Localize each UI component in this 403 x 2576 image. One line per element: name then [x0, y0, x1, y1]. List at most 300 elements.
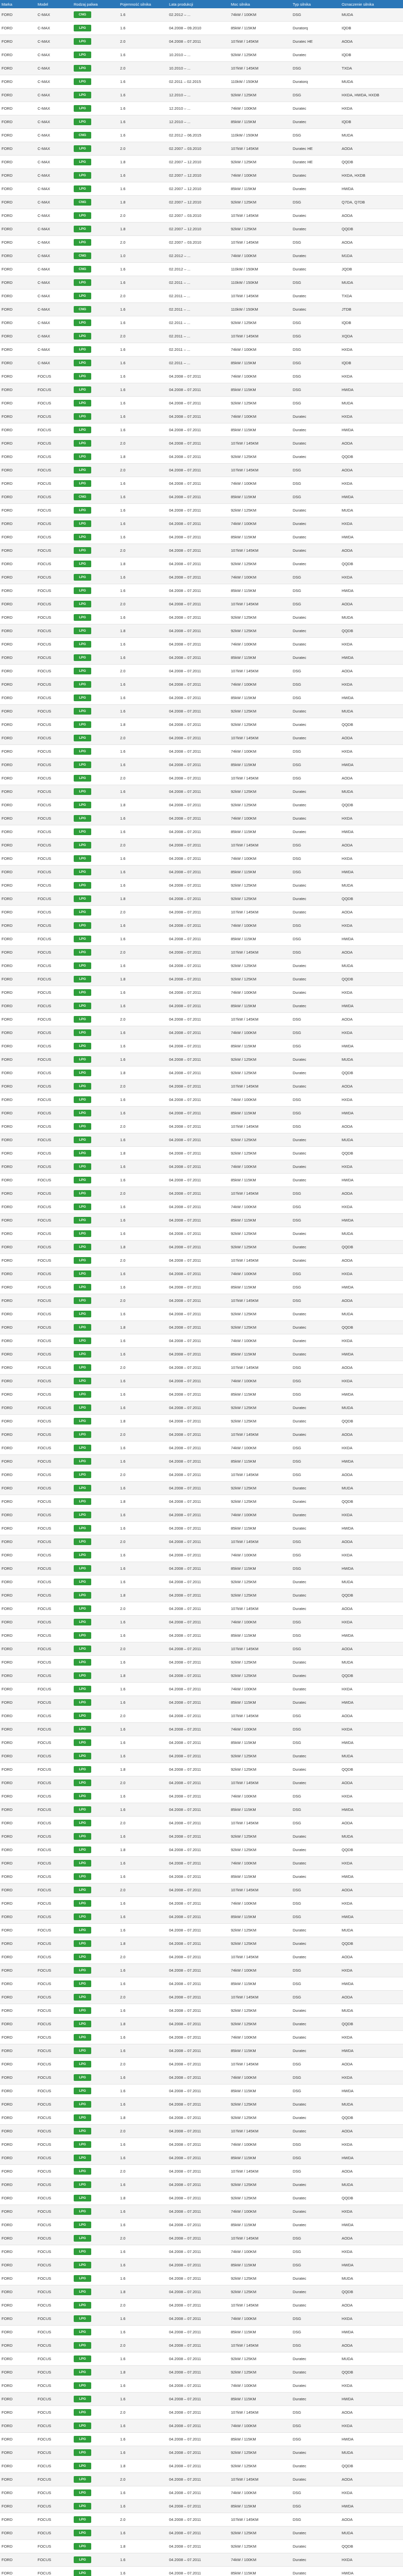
cell-brand: FORD — [0, 2165, 36, 2178]
cell-engine-type: DSG — [291, 1455, 340, 1468]
cell-engine-type: DSG — [291, 866, 340, 879]
cell-engine-code: HWDA — [340, 182, 403, 196]
cell-years: 04.2008 – 07.2011 — [167, 35, 229, 48]
cell-capacity: 1.6 — [119, 1227, 167, 1241]
cell-engine-code: QQDB — [340, 892, 403, 906]
cell-years: 04.2008 – 07.2011 — [167, 1120, 229, 1133]
fuel-badge: LPG — [74, 855, 91, 862]
table-row — [0, 2553, 403, 2567]
cell-years: 04.2008 – 07.2011 — [167, 892, 229, 906]
cell-power: 92kW / 125KM — [229, 1669, 291, 1683]
table-row — [0, 102, 403, 115]
cell-brand: FORD — [0, 2540, 36, 2553]
cell-power: 107kW / 145KM — [229, 1254, 291, 1267]
cell-engine-code: HWDA — [340, 1281, 403, 1294]
cell-years: 04.2008 – 07.2011 — [167, 973, 229, 986]
cell-years: 04.2008 – 07.2011 — [167, 1509, 229, 1522]
cell-years: 04.2008 – 07.2011 — [167, 999, 229, 1013]
cell-years: 04.2008 – 07.2011 — [167, 1522, 229, 1535]
cell-engine-type: Duratec — [291, 2540, 340, 2553]
cell-brand: FORD — [0, 2473, 36, 2486]
cell-engine-type: Duratec — [291, 1495, 340, 1509]
cell-fuel — [72, 1522, 119, 1535]
cell-years: 04.2008 – 07.2011 — [167, 1790, 229, 1803]
cell-fuel — [72, 745, 119, 758]
cell-fuel — [72, 477, 119, 490]
fuel-badge: LPG — [74, 614, 91, 621]
cell-power: 107kW / 145KM — [229, 464, 291, 477]
cell-power: 92kW / 125KM — [229, 718, 291, 732]
cell-brand: FORD — [0, 517, 36, 531]
cell-years: 04.2008 – 07.2011 — [167, 2285, 229, 2299]
cell-engine-type: Duratec — [291, 1937, 340, 1951]
fuel-badge: LPG — [74, 1766, 91, 1773]
cell-engine-type: Duratec — [291, 557, 340, 571]
cell-capacity: 1.6 — [119, 933, 167, 946]
cell-brand: FORD — [0, 276, 36, 290]
table-row — [0, 812, 403, 825]
table-row — [0, 1214, 403, 1227]
cell-fuel — [72, 1589, 119, 1602]
fuel-badge: LPG — [74, 346, 91, 353]
fuel-badge: LPG — [74, 480, 91, 487]
cell-power: 92kW / 125KM — [229, 1147, 291, 1160]
cell-brand: FORD — [0, 571, 36, 584]
cell-capacity: 1.6 — [119, 2259, 167, 2272]
cell-years: 04.2008 – 07.2011 — [167, 1254, 229, 1267]
cell-engine-code: QQDB — [340, 1321, 403, 1334]
cell-years: 02.2011 – ... — [167, 290, 229, 303]
cell-engine-code: HWDA — [340, 423, 403, 437]
fuel-badge: LPG — [74, 1605, 91, 1612]
cell-capacity: 1.6 — [119, 2567, 167, 2576]
cell-fuel — [72, 933, 119, 946]
cell-fuel — [72, 544, 119, 557]
cell-engine-code: AODA — [340, 839, 403, 852]
cell-years: 04.2008 – 07.2011 — [167, 2098, 229, 2111]
cell-fuel — [72, 959, 119, 973]
cell-power: 74kW / 100KM — [229, 1897, 291, 1910]
cell-model: FOCUS — [36, 423, 72, 437]
cell-model: C-MAX — [36, 343, 72, 357]
table-row — [0, 2326, 403, 2339]
cell-engine-type: Duratec — [291, 1482, 340, 1495]
cell-capacity: 1.8 — [119, 1843, 167, 1857]
cell-model: FOCUS — [36, 732, 72, 745]
cell-power: 92kW / 125KM — [229, 156, 291, 169]
cell-years: 04.2008 – 07.2011 — [167, 370, 229, 383]
fuel-badge: LPG — [74, 413, 91, 420]
cell-fuel — [72, 1308, 119, 1321]
cell-fuel — [72, 691, 119, 705]
cell-engine-code: MUDA — [340, 1924, 403, 1937]
fuel-badge: LPG — [74, 1994, 91, 2001]
cell-power: 85kW / 115KM — [229, 1522, 291, 1535]
cell-brand: FORD — [0, 1066, 36, 1080]
table-row — [0, 2473, 403, 2486]
cell-engine-code: HWDA — [340, 490, 403, 504]
cell-power: 92kW / 125KM — [229, 879, 291, 892]
header-capacity: Pojemność silnika — [119, 0, 167, 8]
table-row — [0, 410, 403, 423]
cell-engine-code: HWDA — [340, 2393, 403, 2406]
cell-fuel — [72, 2058, 119, 2071]
cell-engine-type: Duratec — [291, 1321, 340, 1334]
cell-engine-code: AODA — [340, 1294, 403, 1308]
cell-power: 92kW / 125KM — [229, 1308, 291, 1321]
cell-model: FOCUS — [36, 1026, 72, 1040]
cell-capacity: 1.6 — [119, 812, 167, 825]
cell-capacity: 1.6 — [119, 129, 167, 142]
fuel-badge: LPG — [74, 1833, 91, 1840]
fuel-badge: LPG — [74, 2463, 91, 2469]
table-row — [0, 691, 403, 705]
cell-engine-type: Duratec — [291, 2393, 340, 2406]
cell-fuel — [72, 1040, 119, 1053]
cell-engine-type: Duratec — [291, 48, 340, 62]
cell-engine-code: AODA — [340, 2513, 403, 2527]
cell-engine-type: Duratec — [291, 1924, 340, 1937]
cell-fuel — [72, 772, 119, 785]
cell-brand: FORD — [0, 1803, 36, 1817]
cell-engine-code: HXDA — [340, 1790, 403, 1803]
cell-brand: FORD — [0, 1776, 36, 1790]
table-row — [0, 1616, 403, 1629]
cell-fuel — [72, 2527, 119, 2540]
fuel-badge: LPG — [74, 922, 91, 929]
cell-model: FOCUS — [36, 2071, 72, 2084]
cell-brand: FORD — [0, 48, 36, 62]
fuel-badge: LPG — [74, 2275, 91, 2282]
cell-capacity: 2.0 — [119, 35, 167, 48]
table-row — [0, 490, 403, 504]
cell-years: 04.2008 – 07.2011 — [167, 2044, 229, 2058]
fuel-badge: LPG — [74, 159, 91, 165]
cell-power: 85kW / 115KM — [229, 758, 291, 772]
cell-fuel — [72, 2299, 119, 2312]
cell-capacity: 1.6 — [119, 1977, 167, 1991]
cell-engine-code: AODA — [340, 2232, 403, 2245]
cell-engine-code: JQDB — [340, 263, 403, 276]
cell-engine-type: DSG — [291, 1910, 340, 1924]
cell-model: C-MAX — [36, 142, 72, 156]
cell-engine-type: DSG — [291, 89, 340, 102]
cell-capacity: 2.0 — [119, 464, 167, 477]
cell-capacity: 1.6 — [119, 2486, 167, 2500]
cell-capacity: 1.6 — [119, 2098, 167, 2111]
cell-fuel — [72, 2419, 119, 2433]
cell-model: FOCUS — [36, 2567, 72, 2576]
cell-capacity: 1.6 — [119, 263, 167, 276]
table-row — [0, 531, 403, 544]
cell-fuel — [72, 464, 119, 477]
cell-years: 04.2008 – 07.2011 — [167, 2165, 229, 2178]
cell-brand: FORD — [0, 1884, 36, 1897]
cell-power: 92kW / 125KM — [229, 624, 291, 638]
fuel-badge: LPG — [74, 1538, 91, 1545]
cell-fuel — [72, 879, 119, 892]
cell-brand: FORD — [0, 464, 36, 477]
cell-fuel — [72, 1910, 119, 1924]
cell-capacity: 1.8 — [119, 1669, 167, 1683]
cell-fuel — [72, 825, 119, 839]
fuel-badge: LPG — [74, 1739, 91, 1746]
cell-capacity: 1.6 — [119, 584, 167, 598]
cell-fuel — [72, 2178, 119, 2192]
cell-engine-code: MUDA — [340, 2446, 403, 2460]
cell-years: 12.2010 – ... — [167, 115, 229, 129]
cell-brand: FORD — [0, 1589, 36, 1602]
cell-model: FOCUS — [36, 933, 72, 946]
cell-fuel — [72, 1053, 119, 1066]
cell-capacity: 1.8 — [119, 799, 167, 812]
fuel-badge: LPG — [74, 1163, 91, 1170]
cell-power: 85kW / 115KM — [229, 1629, 291, 1642]
cell-engine-code: HWDA — [340, 866, 403, 879]
cell-years: 04.2008 – 07.2011 — [167, 2473, 229, 2486]
cell-years: 04.2008 – 07.2011 — [167, 1375, 229, 1388]
cell-fuel — [72, 785, 119, 799]
cell-engine-type: Duratec — [291, 1843, 340, 1857]
table-row — [0, 1147, 403, 1160]
cell-brand: FORD — [0, 2192, 36, 2205]
cell-capacity: 1.6 — [119, 1040, 167, 1053]
fuel-badge: LPG — [74, 936, 91, 942]
cell-power: 85kW / 115KM — [229, 866, 291, 879]
cell-engine-code: HXDA — [340, 102, 403, 115]
cell-engine-code: AODA — [340, 1428, 403, 1442]
fuel-badge: CNG — [74, 494, 91, 500]
cell-capacity: 1.6 — [119, 1803, 167, 1817]
cell-engine-type: Duratec — [291, 1241, 340, 1254]
cell-power: 107kW / 145KM — [229, 772, 291, 785]
cell-engine-type: DSG — [291, 1294, 340, 1308]
cell-model: FOCUS — [36, 1549, 72, 1562]
table-row — [0, 2018, 403, 2031]
cell-model: FOCUS — [36, 1160, 72, 1174]
cell-years: 04.2008 – 07.2011 — [167, 946, 229, 959]
cell-model: FOCUS — [36, 2460, 72, 2473]
cell-power: 107kW / 145KM — [229, 2339, 291, 2352]
cell-model: FOCUS — [36, 973, 72, 986]
cell-years: 04.2008 – 07.2011 — [167, 866, 229, 879]
fuel-badge: LPG — [74, 828, 91, 835]
table-row — [0, 1723, 403, 1736]
cell-brand: FORD — [0, 410, 36, 423]
table-row — [0, 1522, 403, 1535]
table-row — [0, 1683, 403, 1696]
cell-brand: FORD — [0, 75, 36, 89]
cell-capacity: 2.0 — [119, 544, 167, 557]
cell-engine-code: AODA — [340, 464, 403, 477]
cell-model: FOCUS — [36, 1951, 72, 1964]
cell-brand: FORD — [0, 1683, 36, 1696]
cell-brand: FORD — [0, 35, 36, 48]
cell-years: 04.2008 – 07.2011 — [167, 2245, 229, 2259]
cell-brand: FORD — [0, 1562, 36, 1575]
cell-engine-type: DSG — [291, 1803, 340, 1817]
cell-power: 85kW / 115KM — [229, 2433, 291, 2446]
cell-brand: FORD — [0, 1227, 36, 1241]
cell-model: FOCUS — [36, 1910, 72, 1924]
cell-brand: FORD — [0, 1468, 36, 1482]
cell-power: 107kW / 145KM — [229, 1602, 291, 1616]
cell-years: 04.2008 – 07.2011 — [167, 986, 229, 999]
cell-model: FOCUS — [36, 1308, 72, 1321]
cell-engine-type: Duratec — [291, 986, 340, 999]
cell-power: 85kW / 115KM — [229, 182, 291, 196]
cell-fuel — [72, 2379, 119, 2393]
cell-years: 04.2008 – 07.2011 — [167, 812, 229, 825]
cell-capacity: 1.6 — [119, 2151, 167, 2165]
table-row — [0, 1267, 403, 1281]
cell-model: FOCUS — [36, 2205, 72, 2218]
cell-capacity: 2.0 — [119, 1602, 167, 1616]
fuel-badge: LPG — [74, 2396, 91, 2402]
fuel-badge: LPG — [74, 1123, 91, 1130]
cell-engine-type: DSG — [291, 665, 340, 678]
fuel-badge: LPG — [74, 1846, 91, 1853]
table-row — [0, 1750, 403, 1763]
cell-brand: FORD — [0, 22, 36, 35]
cell-years: 04.2008 – 07.2011 — [167, 584, 229, 598]
cell-capacity: 1.6 — [119, 383, 167, 397]
cell-capacity: 2.0 — [119, 906, 167, 919]
cell-capacity: 2.0 — [119, 2165, 167, 2178]
cell-brand: FORD — [0, 383, 36, 397]
cell-engine-code: MUDA — [340, 1053, 403, 1066]
cell-engine-type: DSG — [291, 343, 340, 357]
cell-engine-type: DSG — [291, 477, 340, 490]
cell-engine-code: HWDA — [340, 1803, 403, 1817]
table-row — [0, 330, 403, 343]
cell-model: FOCUS — [36, 718, 72, 732]
cell-power: 92kW / 125KM — [229, 2018, 291, 2031]
cell-brand: FORD — [0, 2044, 36, 2058]
cell-capacity: 1.6 — [119, 1442, 167, 1455]
fuel-badge: LPG — [74, 1404, 91, 1411]
cell-engine-code: MUDA — [340, 129, 403, 142]
cell-capacity: 1.6 — [119, 2205, 167, 2218]
cell-power: 85kW / 115KM — [229, 1696, 291, 1709]
cell-model: FOCUS — [36, 1575, 72, 1589]
fuel-badge: LPG — [74, 2088, 91, 2094]
cell-engine-code: QQDB — [340, 557, 403, 571]
cell-power: 74kW / 100KM — [229, 1790, 291, 1803]
cell-engine-code: M1DA — [340, 249, 403, 263]
cell-fuel — [72, 1254, 119, 1267]
table-row — [0, 986, 403, 999]
cell-engine-code: HXDA — [340, 2486, 403, 2500]
fuel-badge: LPG — [74, 65, 91, 72]
cell-years: 04.2008 – 07.2011 — [167, 2272, 229, 2285]
table-row — [0, 1977, 403, 1991]
cell-model: C-MAX — [36, 48, 72, 62]
fuel-badge: LPG — [74, 279, 91, 286]
cell-power: 85kW / 115KM — [229, 383, 291, 397]
cell-brand: FORD — [0, 2232, 36, 2245]
table-row — [0, 2567, 403, 2576]
table-row — [0, 2004, 403, 2018]
cell-capacity: 1.6 — [119, 2245, 167, 2259]
fuel-badge: LPG — [74, 2556, 91, 2563]
cell-years: 04.2008 – 07.2011 — [167, 1428, 229, 1442]
cell-engine-type: Duratec — [291, 611, 340, 624]
cell-years: 04.2008 – 07.2011 — [167, 410, 229, 423]
cell-brand: FORD — [0, 611, 36, 624]
cell-fuel — [72, 799, 119, 812]
fuel-badge: LPG — [74, 1940, 91, 1947]
cell-years: 04.2008 – 07.2011 — [167, 1830, 229, 1843]
cell-brand: FORD — [0, 1937, 36, 1951]
cell-years: 04.2008 – 07.2011 — [167, 2299, 229, 2312]
cell-brand: FORD — [0, 959, 36, 973]
cell-years: 10.2010 – ... — [167, 62, 229, 75]
cell-fuel — [72, 1281, 119, 1294]
cell-brand: FORD — [0, 2098, 36, 2111]
cell-model: FOCUS — [36, 745, 72, 758]
cell-capacity: 2.0 — [119, 1294, 167, 1308]
cell-years: 02.2007 – 12.2010 — [167, 156, 229, 169]
cell-engine-code: QQDB — [340, 1066, 403, 1080]
cell-model: C-MAX — [36, 357, 72, 370]
cell-engine-type: DSG — [291, 1616, 340, 1629]
cell-brand: FORD — [0, 196, 36, 209]
cell-engine-type: DSG — [291, 1267, 340, 1281]
cell-years: 02.2007 – 03.2010 — [167, 209, 229, 223]
cell-model: FOCUS — [36, 2111, 72, 2125]
cell-engine-type: DSG — [291, 2433, 340, 2446]
table-row — [0, 2232, 403, 2245]
cell-model: FOCUS — [36, 490, 72, 504]
cell-fuel — [72, 410, 119, 423]
cell-power: 107kW / 145KM — [229, 209, 291, 223]
cell-brand: FORD — [0, 1442, 36, 1455]
fuel-badge: LPG — [74, 2222, 91, 2228]
cell-capacity: 1.6 — [119, 1964, 167, 1977]
cell-capacity: 1.6 — [119, 357, 167, 370]
table-row — [0, 1133, 403, 1147]
cell-power: 107kW / 145KM — [229, 35, 291, 48]
fuel-badge: LPG — [74, 2181, 91, 2188]
cell-fuel — [72, 531, 119, 544]
cell-fuel — [72, 2165, 119, 2178]
cell-power: 107kW / 145KM — [229, 1428, 291, 1442]
table-row — [0, 571, 403, 584]
cell-brand: FORD — [0, 531, 36, 544]
cell-model: FOCUS — [36, 1415, 72, 1428]
cell-engine-type: DSG — [291, 2500, 340, 2513]
cell-engine-code: MUDA — [340, 397, 403, 410]
cell-years: 02.2011 – ... — [167, 330, 229, 343]
table-row — [0, 2379, 403, 2393]
cell-brand: FORD — [0, 2406, 36, 2419]
cell-fuel — [72, 906, 119, 919]
cell-power: 92kW / 125KM — [229, 223, 291, 236]
cell-model: FOCUS — [36, 1696, 72, 1709]
cell-engine-type: DSG — [291, 276, 340, 290]
cell-model: FOCUS — [36, 504, 72, 517]
cell-brand: FORD — [0, 2111, 36, 2125]
fuel-badge: LPG — [74, 708, 91, 715]
cell-brand: FORD — [0, 1200, 36, 1214]
cell-fuel — [72, 2245, 119, 2259]
cell-years: 04.2008 – 07.2011 — [167, 1482, 229, 1495]
fuel-badge: LPG — [74, 2289, 91, 2295]
cell-brand: FORD — [0, 1308, 36, 1321]
cell-capacity: 1.8 — [119, 2366, 167, 2379]
cell-fuel — [72, 973, 119, 986]
